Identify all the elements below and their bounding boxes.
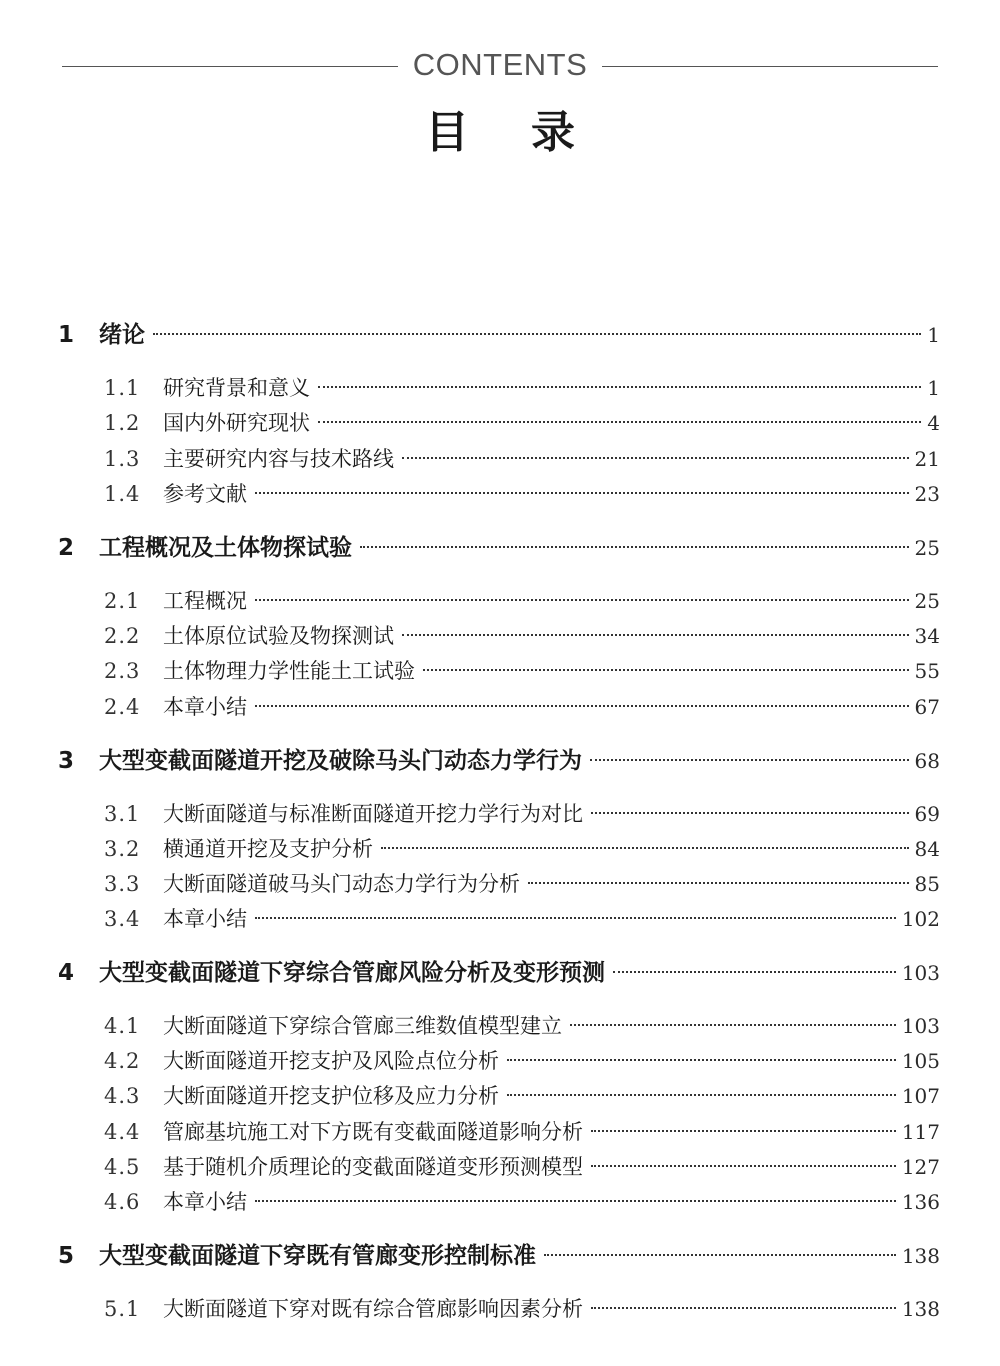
- dot-leader: [381, 847, 909, 849]
- toc-entry-page-number: 107: [901, 1084, 940, 1108]
- toc-entry-title: 大断面隧道下穿综合管廊三维数值模型建立: [163, 1014, 562, 1038]
- toc-section-entry[interactable]: [104, 1292, 940, 1326]
- toc-chapter-entry[interactable]: [58, 318, 940, 352]
- toc-entry-page-number: 138: [901, 1244, 940, 1268]
- toc-section-entry[interactable]: [104, 832, 940, 866]
- toc-entry-title: 基于随机介质理论的变截面隧道变形预测模型: [163, 1155, 583, 1179]
- toc-entry-page-number: 84: [914, 837, 940, 861]
- toc-entry-title: 本章小结: [163, 695, 247, 719]
- toc-entry-number: 4.1: [104, 1014, 141, 1038]
- toc-entry-title: 主要研究内容与技术路线: [163, 447, 394, 471]
- toc-entry-page-number: 127: [901, 1155, 940, 1179]
- toc-entry-page-number: 21: [914, 447, 940, 471]
- toc-entry-number: 4.6: [104, 1190, 141, 1214]
- toc-entry-page-number: 103: [901, 1014, 940, 1038]
- dot-leader: [613, 971, 896, 973]
- toc-entry-number: 3.2: [104, 837, 141, 861]
- toc-entry-number: 2.2: [104, 624, 141, 648]
- toc-entry-title: 工程概况: [163, 589, 247, 613]
- toc-entry-page-number: 25: [914, 536, 940, 560]
- toc-entry-title: 参考文献: [163, 482, 247, 506]
- toc-section-entry[interactable]: [104, 406, 940, 440]
- dot-leader: [255, 917, 896, 919]
- contents-label: CONTENTS: [412, 47, 588, 82]
- toc-entry-title: 大型变截面隧道下穿综合管廊风险分析及变形预测: [99, 960, 605, 986]
- dot-leader: [423, 669, 909, 671]
- toc-entry-number: 3.1: [104, 802, 141, 826]
- toc-section-entry[interactable]: [104, 654, 940, 688]
- toc-section-entry[interactable]: [104, 477, 940, 511]
- toc-entry-title: 大断面隧道开挖支护位移及应力分析: [163, 1084, 499, 1108]
- toc-section-entry[interactable]: [104, 619, 940, 653]
- dot-leader: [318, 386, 921, 388]
- toc-entry-page-number: 138: [901, 1297, 940, 1321]
- toc-chapter-entry[interactable]: [58, 956, 940, 990]
- toc-entry-page-number: 1: [927, 376, 940, 400]
- toc-entry-number: 4.5: [104, 1155, 141, 1179]
- toc-entry-number: 4.2: [104, 1049, 141, 1073]
- dot-leader: [544, 1254, 896, 1256]
- toc-entry-number: 4.4: [104, 1120, 141, 1144]
- toc-entry-page-number: 117: [901, 1120, 940, 1144]
- toc-section-entry[interactable]: [104, 442, 940, 476]
- toc-section-entry[interactable]: [104, 1185, 940, 1219]
- toc-chapter-entry[interactable]: [58, 1239, 940, 1273]
- toc-entry-number: 1.1: [104, 376, 141, 400]
- toc-entry-page-number: 4: [927, 411, 940, 435]
- toc-entry-title: 绪论: [99, 322, 145, 348]
- toc-section-entry[interactable]: [104, 797, 940, 831]
- toc-entry-title: 大断面隧道开挖支护及风险点位分析: [163, 1049, 499, 1073]
- toc-entry-page-number: 67: [914, 695, 940, 719]
- dot-leader: [255, 1200, 896, 1202]
- toc-entry-page-number: 55: [914, 659, 940, 683]
- toc-entry-page-number: 102: [901, 907, 940, 931]
- toc-entry-title: 大断面隧道破马头门动态力学行为分析: [163, 872, 520, 896]
- toc-entry-title: 大断面隧道下穿对既有综合管廊影响因素分析: [163, 1297, 583, 1321]
- toc-entry-number: 1: [58, 322, 75, 348]
- toc-entry-number: 2.3: [104, 659, 141, 683]
- toc-entry-title: 研究背景和意义: [163, 376, 310, 400]
- toc-entry-number: 2.1: [104, 589, 141, 613]
- toc-section-entry[interactable]: [104, 690, 940, 724]
- toc-entry-page-number: 34: [914, 624, 940, 648]
- dot-leader: [591, 1307, 896, 1309]
- dot-leader: [507, 1094, 896, 1096]
- toc-entry-number: 2: [58, 535, 75, 561]
- toc-entry-page-number: 68: [914, 749, 940, 773]
- dot-leader: [255, 705, 909, 707]
- toc-entry-title: 工程概况及土体物探试验: [99, 535, 352, 561]
- toc-entry-title: 横通道开挖及支护分析: [163, 837, 373, 861]
- toc-section-entry[interactable]: [104, 1115, 940, 1149]
- dot-leader: [255, 492, 909, 494]
- toc-entry-page-number: 136: [901, 1190, 940, 1214]
- toc-section-entry[interactable]: [104, 1150, 940, 1184]
- dot-leader: [360, 546, 909, 548]
- dot-leader: [591, 812, 909, 814]
- toc-section-entry[interactable]: [104, 371, 940, 405]
- dot-leader: [570, 1024, 896, 1026]
- toc-entry-number: 1.4: [104, 482, 141, 506]
- dot-leader: [318, 421, 921, 423]
- dot-leader: [528, 882, 909, 884]
- toc-entry-number: 1.3: [104, 447, 141, 471]
- toc-section-entry[interactable]: [104, 1079, 940, 1113]
- toc-entry-title: 大断面隧道与标准断面隧道开挖力学行为对比: [163, 802, 583, 826]
- toc-entry-title: 土体原位试验及物探测试: [163, 624, 394, 648]
- dot-leader: [507, 1059, 896, 1061]
- toc-entry-page-number: 105: [901, 1049, 940, 1073]
- toc-entry-number: 5.1: [104, 1297, 141, 1321]
- dot-leader: [590, 759, 909, 761]
- toc-entry-title: 大型变截面隧道下穿既有管廊变形控制标准: [99, 1243, 536, 1269]
- toc-entry-number: 5: [58, 1243, 75, 1269]
- toc-entry-number: 4.3: [104, 1084, 141, 1108]
- toc-entry-number: 4: [58, 960, 75, 986]
- toc-entry-number: 3.4: [104, 907, 141, 931]
- toc-entry-title: 土体物理力学性能土工试验: [163, 659, 415, 683]
- toc-section-entry[interactable]: [104, 902, 940, 936]
- toc-entry-number: 1.2: [104, 411, 141, 435]
- toc-section-entry[interactable]: [104, 867, 940, 901]
- toc-entry-number: 2.4: [104, 695, 141, 719]
- toc-entry-title: 本章小结: [163, 1190, 247, 1214]
- toc-chapter-entry[interactable]: [58, 531, 940, 565]
- toc-section-entry[interactable]: [104, 1009, 940, 1043]
- toc-entry-title: 大型变截面隧道开挖及破除马头门动态力学行为: [99, 748, 582, 774]
- toc-entry-page-number: 25: [914, 589, 940, 613]
- toc-entry-title: 本章小结: [163, 907, 247, 931]
- toc-chapter-entry[interactable]: [58, 744, 940, 778]
- dot-leader: [591, 1130, 896, 1132]
- toc-entry-page-number: 69: [914, 802, 940, 826]
- dot-leader: [153, 333, 921, 335]
- toc-entry-number: 3: [58, 748, 75, 774]
- dot-leader: [402, 457, 909, 459]
- toc-entry-number: 3.3: [104, 872, 141, 896]
- page-title: 目录: [425, 107, 637, 158]
- toc-section-entry[interactable]: [104, 1044, 940, 1078]
- toc-section-entry[interactable]: [104, 584, 940, 618]
- toc-entry-page-number: 103: [901, 961, 940, 985]
- toc-entry-page-number: 23: [914, 482, 940, 506]
- toc-entry-title: 国内外研究现状: [163, 411, 310, 435]
- dot-leader: [255, 599, 909, 601]
- dot-leader: [402, 634, 909, 636]
- toc-entry-page-number: 1: [927, 323, 940, 347]
- dot-leader: [591, 1165, 896, 1167]
- toc-entry-title: 管廊基坑施工对下方既有变截面隧道影响分析: [163, 1120, 583, 1144]
- toc-entry-page-number: 85: [914, 872, 940, 896]
